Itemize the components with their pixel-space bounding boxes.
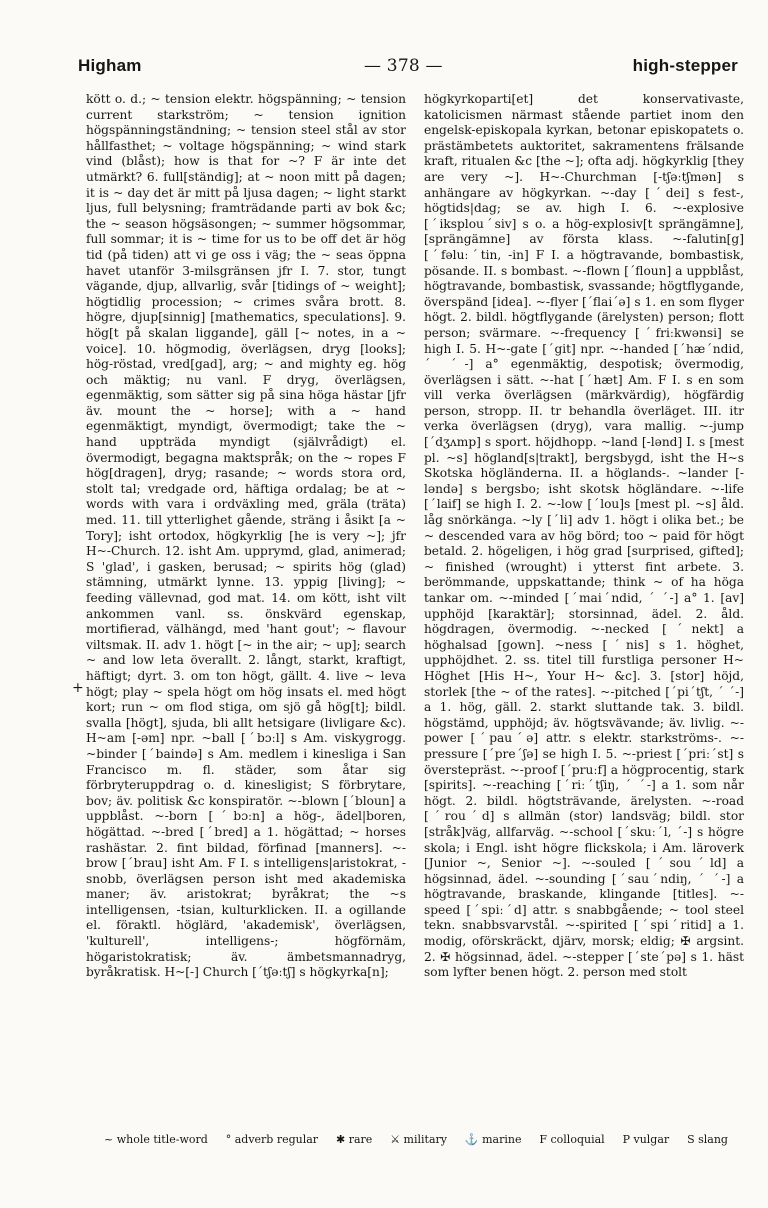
margin-mark: + <box>72 680 84 696</box>
symbol-legend <box>104 1133 728 1146</box>
legend-item: P vulgar <box>622 1133 670 1146</box>
left-guide-word: Higham <box>78 56 142 75</box>
legend-item: S slang <box>687 1133 728 1146</box>
right-column-text: högkyrkoparti[et] det konservativaste, katolicismen närmast stående partiet inom den engelsk-episkopala kyrkan, betonar episkopatets o. prästämbetets auktoritet, sakramentens frälsande kraft, ritualen &c [the ~]; ofta adj. högkyrklig [they are very ~]. H~-Churchman [-tʃəːtʃmən] s anhängare av högkyrkan. ~-day [ˊdei] s fest-, högtids|dag; se av. high I. 6. ~-explosive [ˊiksplouˊsiv] s o. a hög-explosiv[t sprängämne], [sprängämne] av första klass. ~-falutin[g] [ˊfəluːˊtin, -in] F I. a högtravande, bombastisk, pösande. II. s bombast. ~-flown [ˊfloun] a uppblåst, högtravande, bombastisk, svassande; högtflygande, överspänd [idea]. ~-flyer [ˊflaiˊə] s 1. en som flyger högt. 2. bildl. högtflygande (ärelysten) person; flott person; svärmare. ~-frequency [ˊfriːkwənsi] se high I. 5. H~-gate [ˊgit] npr. ~-handed [ˊhæˊndid, ˊ ˊ-] a° egenmäktig, despotisk; övermodig, överlägsen i sätt. ~-hat [ˊhæt] Am. F I. s en som vill verka överlägsen (märkvärdig), högfärdig person, stropp. II. tr behandla överläget. III. itr verka överlägsen (dryg), vara mallig. ~-jump [ˊdʒʌmp] s sport. höjdhopp. ~land [-lənd] I. s [mest pl. ~s] högland[s|trakt], bergsbygd, isht the H~s Skotska högländerna. II. a höglands-. ~lander [-ləndə] s bergsbo; isht skotsk högländare. ~-life [ˊlaif] se high I. 2. ~-low [ˊlou]s [mest pl. ~s] åld. låg snörkänga. ~ly [ˊli] adv 1. högt i olika bet.; be ~ descended vara av hög börd; too ~ paid för högt betald. 2. högeligen, i hög grad [surprised, gifted]; ~ finished (wrought) i ytterst fint arbete. 3. berömmande, uppskattande; think ~ of ha höga tankar om. ~-minded [ˊmaiˊndid, ˊ ˊ-] a° 1. [av] upphöjd [karaktär]; storsinnad, ädel. 2. åld. högdragen, övermodig. ~-necked [ˊnekt] a höghalsad [gown]. ~ness [ˊnis] s 1. höghet, upphöjdhet. 2. ss. titel till furstliga personer H~ Höghet [His H~, Your H~ &c]. 3. [stor] höjd, storlek [the ~ of the rates]. ~-pitched [ˊpiˊtʃt, ˊ ˊ-] a 1. hög, gäll. 2. starkt sluttande tak. 3. bildl. högstämd, upphöjd; äv. högtsvävande; äv. livlig. ~-power [ˊpauˊə] attr. s elektr. starkströms-. ~-pressure [ˊpreˊʃə] se high I. 5. ~-priest [ˊpriːˊst] s överstepräst. ~-proof [ˊpruːf] a högprocentig, stark [spirits]. ~-reaching [ˊriːˊtʃiŋ, ˊ ˊ-] a 1. som når högt. 2. bildl. högtsträvande, ärelysten. ~-road [ˊrouˊd] s allmän (stor) landsväg; bildl. stor [stråk]väg, allfarväg. ~-school [ˊskuːˊl, ˊ-] s högre skola; i Engl. isht högre flickskola; i Am. läroverk [Junior ~, Senior ~]. ~-souled [ˊsouˊld] a högsinnad, ädel. ~-sounding [ˊsauˊndiŋ, ˊ ˊ-] a högtravande, braskande, klingande [titles]. ~-speed [ˊspiːˊd] attr. s snabbgående; ~ tool steel tekn. snabbsvarvstål. ~-spirited [ˊspiˊritid] a 1. modig, oförskräckt, djärv, morsk; eldig; ✠ argsint. 2. ✠ högsinnad, ädel. ~-stepper [ˊsteˊpə] s 1. häst som lyfter benen högt. 2. person med stolt <box>424 92 744 980</box>
legend-item: ° adverb regular <box>225 1133 319 1146</box>
page-number: — 378 — <box>364 56 443 76</box>
left-column-text: kött o. d.; ~ tension elektr. högspänning; ~ tension current starkström; ~ tension ignition högspänningständning; ~ tension steel stål av stor hållfasthet; ~ voltage högspänning; ~ wind stark vind (blåst); how is that for ~? F är inte det utmärkt? 6. full[ständig]; at ~ noon mitt på dagen; it is ~ day det är mitt på ljusa dagen; ~ light starkt ljus, full belysning; framträdande parti av bok &c; the ~ season högsäsongen; ~ summer högsommar, full sommar; it is ~ time for us to be off det är hög tid (på tiden) att vi ge oss i väg; the ~ seas öppna havet utanför 3-milsgränsen jfr I. 7. stor, tungt vägande, djup, allvarlig, svår [tidings of ~ weight]; högtidlig procession; ~ crimes svåra brott. 8. högre, djup[sinnig] [mathematics, speculations]. 9. hög[t på skalan liggande], gäll [~ notes, in a ~ voice]. 10. högmodig, överlägsen, dryg [looks]; hög-röstad, vred[gad], arg; ~ and mighty eg. hög och mäktig; nu vanl. F dryg, överlägsen, egenmäktig, som sätter sig på sina höga hästar [jfr äv. mount the ~ horse]; with a ~ hand egenmäktigt, myndigt, övermodigt; take the ~ hand uppträda myndigt (självrådigt) el. övermodigt, begagna maktspråk; on the ~ ropes F hög[dragen], dryg; rasande; ~ words stora ord, stolt tal; vredgade ord, häftiga ordalag; be at ~ words with vara i ordväxling med, gräla (träta) med. 11. till ytterlighet gående, sträng i åsikt [a ~ Tory]; isht ortodox, högkyrklig [he is very ~]; jfr H~-Church. 12. isht Am. upprymd, glad, animerad; S 'glad', i gasken, berusad; ~ spirits hög (glad) stämning, utmärkt lynne. 13. yppig [living]; ~ feeding vällevnad, god mat. 14. om kött, isht vilt ankommen vanl. ss. önskvärd egenskap, mortifierad, välhängd, med 'hant gout'; ~ flavour viltsmak. II. adv 1. högt [~ in the air; ~ up]; search ~ and low leta överallt. 2. långt, starkt, kraftigt, häftigt; dyrt. 3. om ton högt, gällt. 4. live ~ leva högt; play ~ spela högt om hög insats el. med högt kort; run ~ om flod stiga, om sjö gå hög[t]; bildl. svalla [högt], sjuda, bli allt hetsigare (livligare &c). H~am [-əm] npr. ~ball [ˊbɔːl] s Am. viskygrogg. ~binder [ˊbaində] s Am. medlem i kinesliga i San Francisco m. fl. städer, som åtar sig förbryteruppdrag o. d. kinesligist; S förbrytare, bov; äv. politisk &c konspiratör. ~-blown [ˊbloun] a uppblåst. ~-born [ˊbɔːn] a hög-, ädel|boren, högättad. ~-bred [ˊbred] a 1. högättad; ~ horses rashästar. 2. fint bildad, förfinad [manners]. ~-brow [ˊbrau] isht Am. F I. s intelligens|aristokrat, -snobb, överlägsen person isht med akademiska maner; äv. aristokrat; byråkrat; the ~s intelligensen, -tsian, kulturklicken. II. a ogillande el. föraktl. höglärd, 'akademisk', överlägsen, 'kulturell', intelligens-; högförnäm, högaristokratisk; äv. ämbetsmannadryg, byråkratisk. H~[-] Church [ˊtʃəːtʃ] s högkyrka[n]; <box>86 92 406 980</box>
legend-item: ✱ rare <box>335 1133 373 1146</box>
legend-item: ⚓ marine <box>464 1133 522 1146</box>
right-guide-word: high-stepper <box>632 56 738 75</box>
page-header <box>74 56 738 82</box>
legend-item: ~ whole title-word <box>104 1133 208 1146</box>
right-column <box>424 92 744 981</box>
legend-item: F colloquial <box>539 1133 605 1146</box>
legend-item: ⚔ military <box>390 1133 447 1146</box>
left-column <box>86 92 406 981</box>
